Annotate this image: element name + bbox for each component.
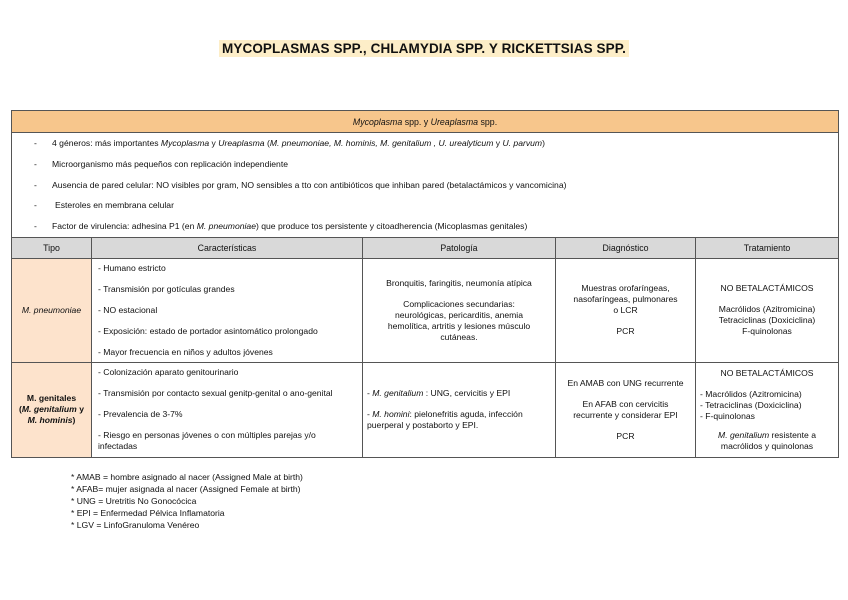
general-item-text: Factor de virulencia: adhesina P1 (en M. pneumoniae) que produce tos persistente y citoadherencia (Micoplasmas genitales): [52, 221, 528, 232]
header-caracteristicas: Características: [92, 237, 363, 258]
caracteristicas-cell: [92, 362, 363, 457]
footnotes: [71, 471, 303, 531]
tratamiento-cell: [696, 258, 839, 362]
footnote: * UNG = Uretritis No Gonocócica: [71, 496, 197, 506]
footnote: * AFAB= mujer asignada al nacer (Assigned Female at birth): [71, 484, 301, 494]
section-title-text-1: spp. y: [402, 116, 431, 127]
section-title: [12, 111, 839, 133]
patologia-item: - M. genitalium : UNG, cervicitis y EPI: [367, 388, 511, 399]
bullet-dash: -: [34, 138, 37, 148]
tratamiento-item: - Tetraciclinas (Doxiciclina): [700, 399, 802, 410]
tipo-species: M. hominis): [27, 415, 76, 426]
general-item: [12, 195, 838, 216]
patologia-complicaciones: Complicaciones secundarias: neurológicas, pericarditis, anemia hemolítica, artritis y lesiones músculo cutáneas.: [387, 298, 531, 342]
general-info: [12, 133, 839, 238]
caracteristica-item: - Riesgo en personas jóvenes o con múltiples parejas y/o infectadas: [98, 430, 316, 452]
table-header-row: [12, 237, 839, 258]
diagnostico-cell: [556, 362, 696, 457]
patologia-cell: [363, 362, 556, 457]
section-title-text-2: spp.: [478, 116, 498, 127]
diagnostico-muestras: Muestras orofaríngeas, nasofaríngeas, pulmonares o LCR: [573, 283, 678, 316]
page-title: MYCOPLASMAS SPP., CHLAMYDIA SPP. Y RICKETTSIAS SPP.: [219, 40, 629, 57]
table-row: [12, 362, 839, 457]
patologia-main: Bronquitis, faringitis, neumonía atípica: [386, 277, 532, 288]
general-item-text: Ausencia de pared celular: NO visibles por gram, NO sensibles a tto con antibióticos que inhiban pared (betalactámicos y vancomicina): [52, 179, 567, 190]
diagnostico-cell: [556, 258, 696, 362]
caracteristicas-cell: [92, 258, 363, 362]
tratamiento-note: M. genitalium resistente a macrólidos y quinolonas: [718, 429, 816, 451]
caracteristica-item: - Prevalencia de 3-7%: [98, 409, 183, 420]
header-tipo: Tipo: [12, 237, 92, 258]
general-item-text: Microorganismo más pequeños con replicación independiente: [52, 158, 288, 169]
caracteristica-item: - Exposición: estado de portador asintomático prolongado: [98, 325, 318, 336]
section-title-genus-2: Ureaplasma: [430, 116, 479, 127]
diagnostico-item: En AMAB con UNG recurrente: [567, 377, 684, 388]
caracteristica-item: - Colonización aparato genitourinario: [98, 367, 239, 378]
diagnostico-pcr: PCR: [616, 430, 635, 441]
tratamiento-cell: [696, 362, 839, 457]
tratamiento-item: - F-quinolonas: [700, 410, 755, 421]
footnote: * AMAB = hombre asignado al nacer (Assigned Male at birth): [71, 472, 303, 482]
tratamiento-warning: NO BETALACTÁMICOS: [720, 367, 814, 378]
header-patologia: Patología: [363, 237, 556, 258]
caracteristica-item: - Mayor frecuencia en niños y adultos jóvenes: [98, 346, 273, 357]
tratamiento-item: Macrólidos (Azitromicina): [718, 304, 816, 315]
tipo-label: M. genitales: [26, 393, 77, 404]
bullet-dash: -: [34, 158, 37, 169]
footnote: * LGV = LinfoGranuloma Venéreo: [71, 520, 200, 530]
diagnostico-pcr: PCR: [616, 326, 635, 337]
table-row: [12, 258, 839, 362]
general-item: [12, 216, 838, 237]
diagnostico-item: En AFAB con cervicitis recurrente y considerar EPI: [573, 398, 678, 420]
caracteristica-item: - NO estacional: [98, 304, 158, 315]
general-item: [12, 154, 838, 175]
patologia-cell: [363, 258, 556, 362]
tipo-cell: [12, 362, 92, 457]
bullet-dash: -: [34, 221, 37, 232]
caracteristica-item: - Humano estricto: [98, 262, 166, 273]
tratamiento-item: Tetraciclinas (Doxiciclina): [718, 315, 816, 326]
header-diagnostico: Diagnóstico: [556, 237, 696, 258]
tratamiento-warning: NO BETALACTÁMICOS: [720, 283, 814, 294]
general-item: [12, 175, 838, 196]
caracteristica-item: - Transmisión por contacto sexual genitp-genital o ano-genital: [98, 388, 333, 399]
general-item: [12, 133, 838, 154]
patologia-item: - M. homini: pielonefritis aguda, infección puerperal y postaborto y EPI.: [367, 409, 523, 431]
section-title-genus-1: Mycoplasma: [352, 116, 403, 127]
caracteristica-item: - Transmisión por gotículas grandes: [98, 283, 235, 294]
bullet-dash: -: [34, 179, 37, 190]
title-wrap: [0, 40, 848, 58]
footnote: * EPI = Enfermedad Pélvica Inflamatoria: [71, 508, 225, 518]
tipo-species: (M. genitalium y: [19, 404, 84, 415]
tipo-label: M. pneumoniae: [21, 305, 82, 316]
tratamiento-item: F-quinolonas: [742, 326, 792, 337]
general-item-text: Esteroles en membrana celular: [55, 200, 174, 211]
bullet-dash: -: [34, 200, 37, 211]
general-item-text: 4 géneros: más importantes Mycoplasma y Ureaplasma (M. pneumoniae, M. hominis, M. genitalium , U. urealyticum y U. parvum): [52, 138, 545, 148]
header-tratamiento: Tratamiento: [696, 237, 839, 258]
tipo-cell: [12, 258, 92, 362]
tratamiento-item: - Macrólidos (Azitromicina): [700, 388, 802, 399]
summary-table: [11, 110, 839, 458]
